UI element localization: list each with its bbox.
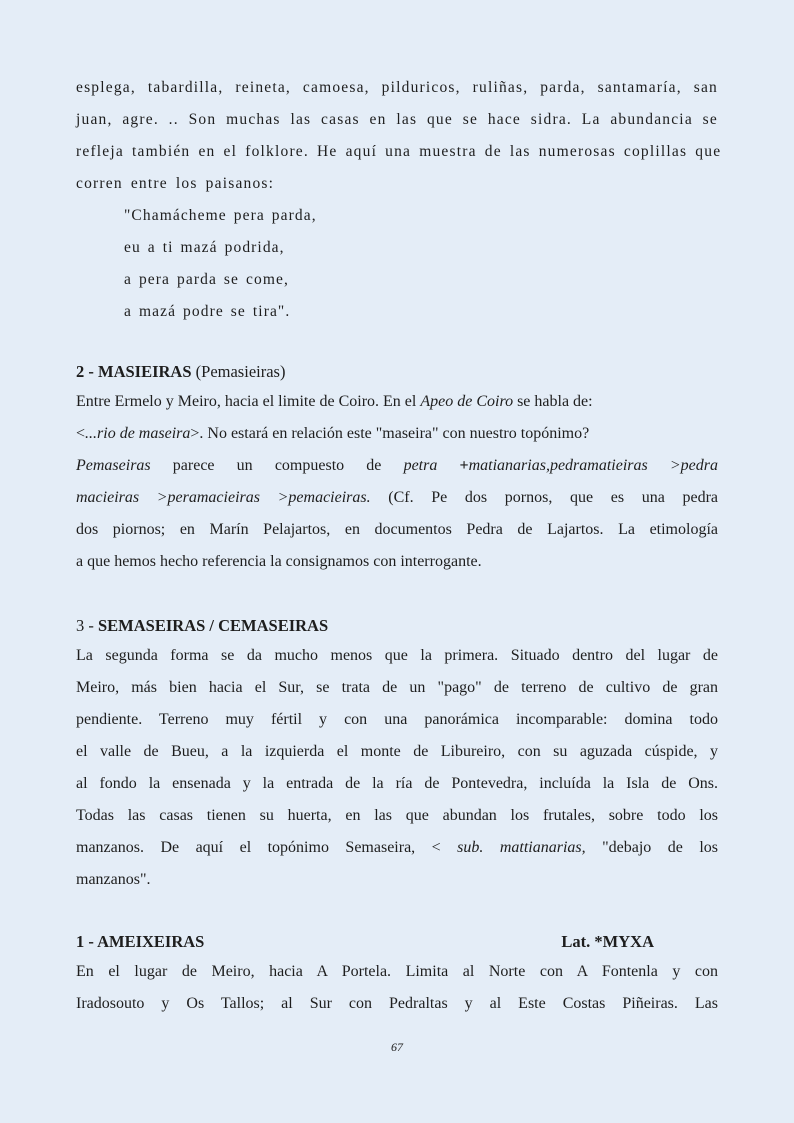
italic-text: petra	[403, 457, 438, 474]
section2-line	[76, 456, 718, 476]
heading-number: 3 -	[76, 616, 94, 635]
heading-title: MASIEIRAS	[98, 362, 192, 381]
page-number: 67	[391, 1040, 403, 1054]
italic-text: matianarias,pedramatieiras >pedra	[468, 457, 718, 474]
section2-line	[76, 488, 718, 508]
text: manzanos. De aquí el topónimo Semaseira, <	[76, 839, 458, 856]
section-heading-ameixeiras	[76, 932, 718, 952]
italic-text: macieiras >peramacieiras >pemacieiras.	[76, 489, 371, 506]
verse-line: a mazá podre se tira".	[124, 303, 291, 320]
text: >. No estará en relación este "maseira" con nuestro topónimo?	[190, 425, 590, 442]
section3-line: el valle de Bueu, a la izquierda el monte de Libureiro, con su aguzada cúspide, y	[76, 743, 718, 760]
italic-text: Apeo de Coiro	[420, 393, 514, 410]
section2-line: a que hemos hecho referencia la consignamos con interrogante.	[76, 553, 482, 570]
section3-line: Todas las casas tienen su huerta, en las que abundan los frutales, sobre todo los	[76, 807, 718, 824]
section-heading-masieiras	[76, 362, 718, 382]
text: parece un compuesto de	[150, 457, 404, 474]
text: Entre Ermelo y Meiro, hacia el limite de Coiro. En el	[76, 393, 421, 410]
text: se habla de:	[513, 393, 593, 410]
heading-title: SEMASEIRAS / CEMASEIRAS	[98, 616, 329, 635]
intro-line: corren entre los paisanos:	[76, 175, 275, 192]
italic-text: ...rio de maseira	[85, 425, 191, 442]
heading-alt: (Pemasieiras)	[195, 362, 286, 381]
section2-line: dos piornos; en Marín Pelajartos, en documentos Pedra de Lajartos. La etimología	[76, 521, 718, 538]
section3-line: manzanos".	[76, 871, 151, 888]
verse-line: "Chamácheme pera parda,	[124, 207, 317, 224]
intro-line: refleja también en el folklore. He aquí una muestra de las numerosas coplillas que	[76, 143, 722, 160]
text: "debajo de los	[585, 839, 719, 856]
text: <	[76, 425, 86, 442]
latin-etymon: Lat. *MYXA	[561, 932, 654, 951]
section3-line: al fondo la ensenada y la entrada de la ría de Pontevedra, incluída la Isla de Ons.	[76, 775, 718, 792]
text: (Cf. Pe dos pornos, que es una pedra	[370, 489, 719, 506]
verse-line: a pera parda se come,	[124, 271, 289, 288]
text: +	[437, 457, 469, 474]
intro-line: esplega, tabardilla, reineta, camoesa, pilduricos, ruliñas, parda, santamaría, san	[76, 79, 718, 96]
italic-text: Pemaseiras	[76, 457, 151, 474]
heading-number: 2 -	[76, 362, 94, 381]
section1-line: En el lugar de Meiro, hacia A Portela. Limita al Norte con A Fontenla y con	[76, 963, 718, 980]
heading-title: 1 - AMEIXEIRAS	[76, 932, 205, 951]
section3-line	[76, 838, 718, 858]
section2-line	[76, 424, 718, 444]
italic-text: sub. mattianarias,	[457, 839, 586, 856]
intro-line: juan, agre. .. Son muchas las casas en las que se hace sidra. La abundancia se	[76, 111, 718, 128]
section3-line: Meiro, más bien hacia el Sur, se trata de un "pago" de terreno de cultivo de gran	[76, 679, 718, 696]
section3-line: La segunda forma se da mucho menos que la primera. Situado dentro del lugar de	[76, 647, 718, 664]
section3-line: pendiente. Terreno muy fértil y con una panorámica incomparable: domina todo	[76, 711, 718, 728]
section1-line: Iradosouto y Os Tallos; al Sur con Pedraltas y al Este Costas Piñeiras. Las	[76, 995, 718, 1012]
section-heading-semaseiras	[76, 616, 718, 636]
section2-line	[76, 392, 718, 412]
verse-line: eu a ti mazá podrida,	[124, 239, 285, 256]
